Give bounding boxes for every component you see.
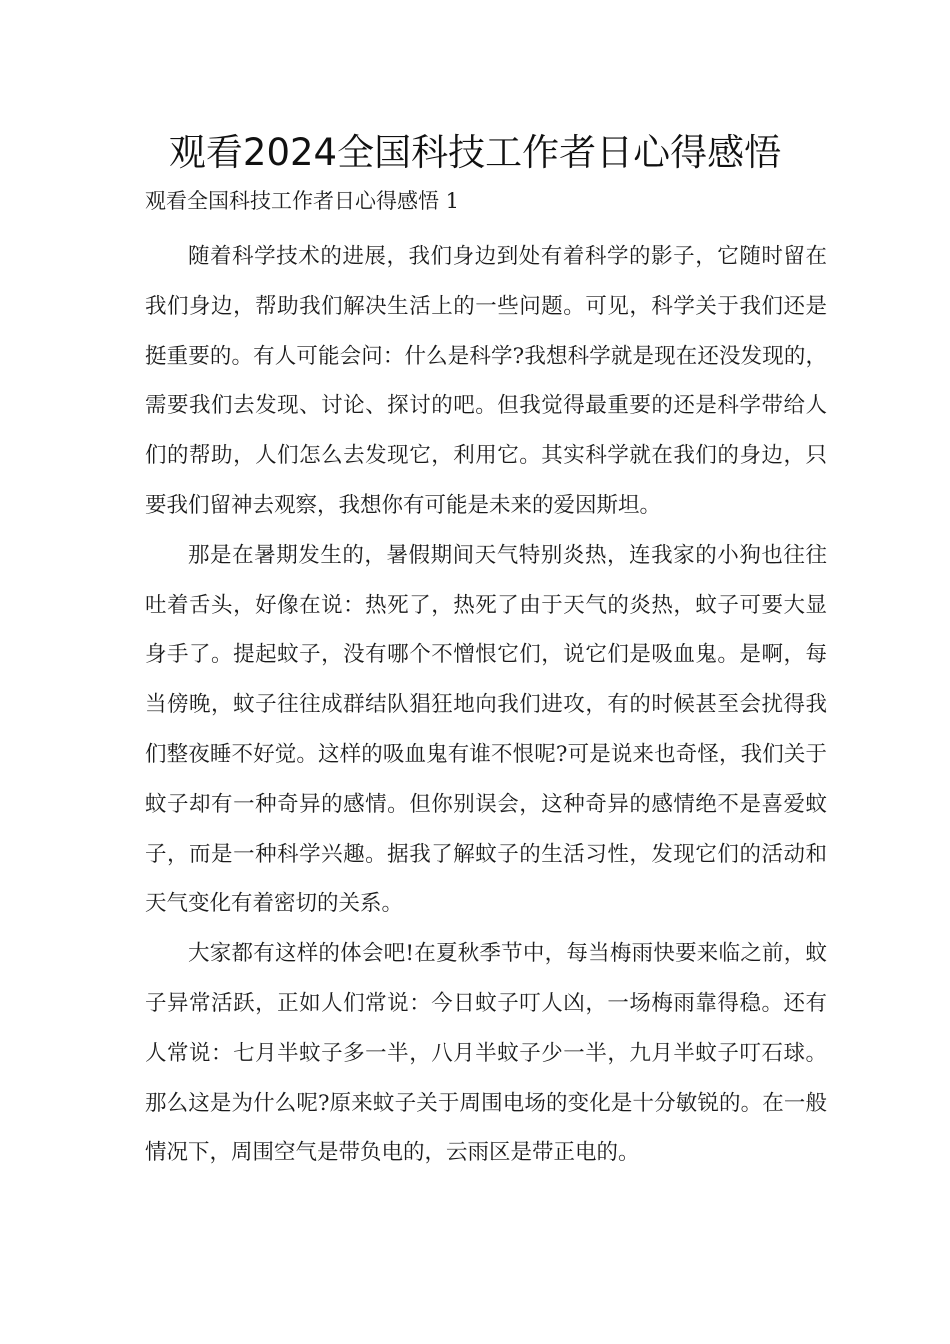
paragraph-2: 那是在暑期发生的，暑假期间天气特别炎热，连我家的小狗也往往吐着舌头，好像在说：热死了，热死了由于天气的炎热，蚊子可要大显身手了。提起蚊子，没有哪个不憎恨它们，说它们是吸血鬼。是啊，每当傍晚，蚊子往往成群结队猖狂地向我们进攻，有的时候甚至会扰得我们整夜睡不好觉。这样的吸血鬼有谁不恨呢?可是说来也奇怪，我们关于蚊子却有一种奇异的感情。但你别误会，这种奇异的感情绝不是喜爱蚊子，而是一种科学兴趣。据我了解蚊子的生活习性，发现它们的活动和天气变化有着密切的关系。	[145, 542, 827, 917]
document-title: 观看2024全国科技工作者日心得感悟	[168, 131, 782, 174]
paragraph-3: 大家都有这样的体会吧!在夏秋季节中，每当梅雨快要来临之前，蚊子异常活跃，正如人们常说：今日蚊子叮人凶，一场梅雨靠得稳。还有人常说：七月半蚊子多一半，八月半蚊子少一半，九月半蚊子叮石球。那么这是为什么呢?原来蚊子关于周围电场的变化是十分敏锐的。在一般情况下，周围空气是带负电的，云雨区是带正电的。	[145, 941, 827, 1166]
document-subtitle: 观看全国科技工作者日心得感悟 1	[145, 189, 460, 213]
document-body	[145, 232, 827, 1178]
paragraph-1: 随着科学技术的进展，我们身边到处有着科学的影子，它随时留在我们身边，帮助我们解决生活上的一些问题。可见，科学关于我们还是挺重要的。有人可能会问：什么是科学?我想科学就是现在还没发现的，需要我们去发现、讨论、探讨的吧。但我觉得最重要的还是科学带给人们的帮助，人们怎么去发现它，利用它。其实科学就在我们的身边，只要我们留神去观察，我想你有可能是未来的爱因斯坦。	[145, 244, 827, 518]
